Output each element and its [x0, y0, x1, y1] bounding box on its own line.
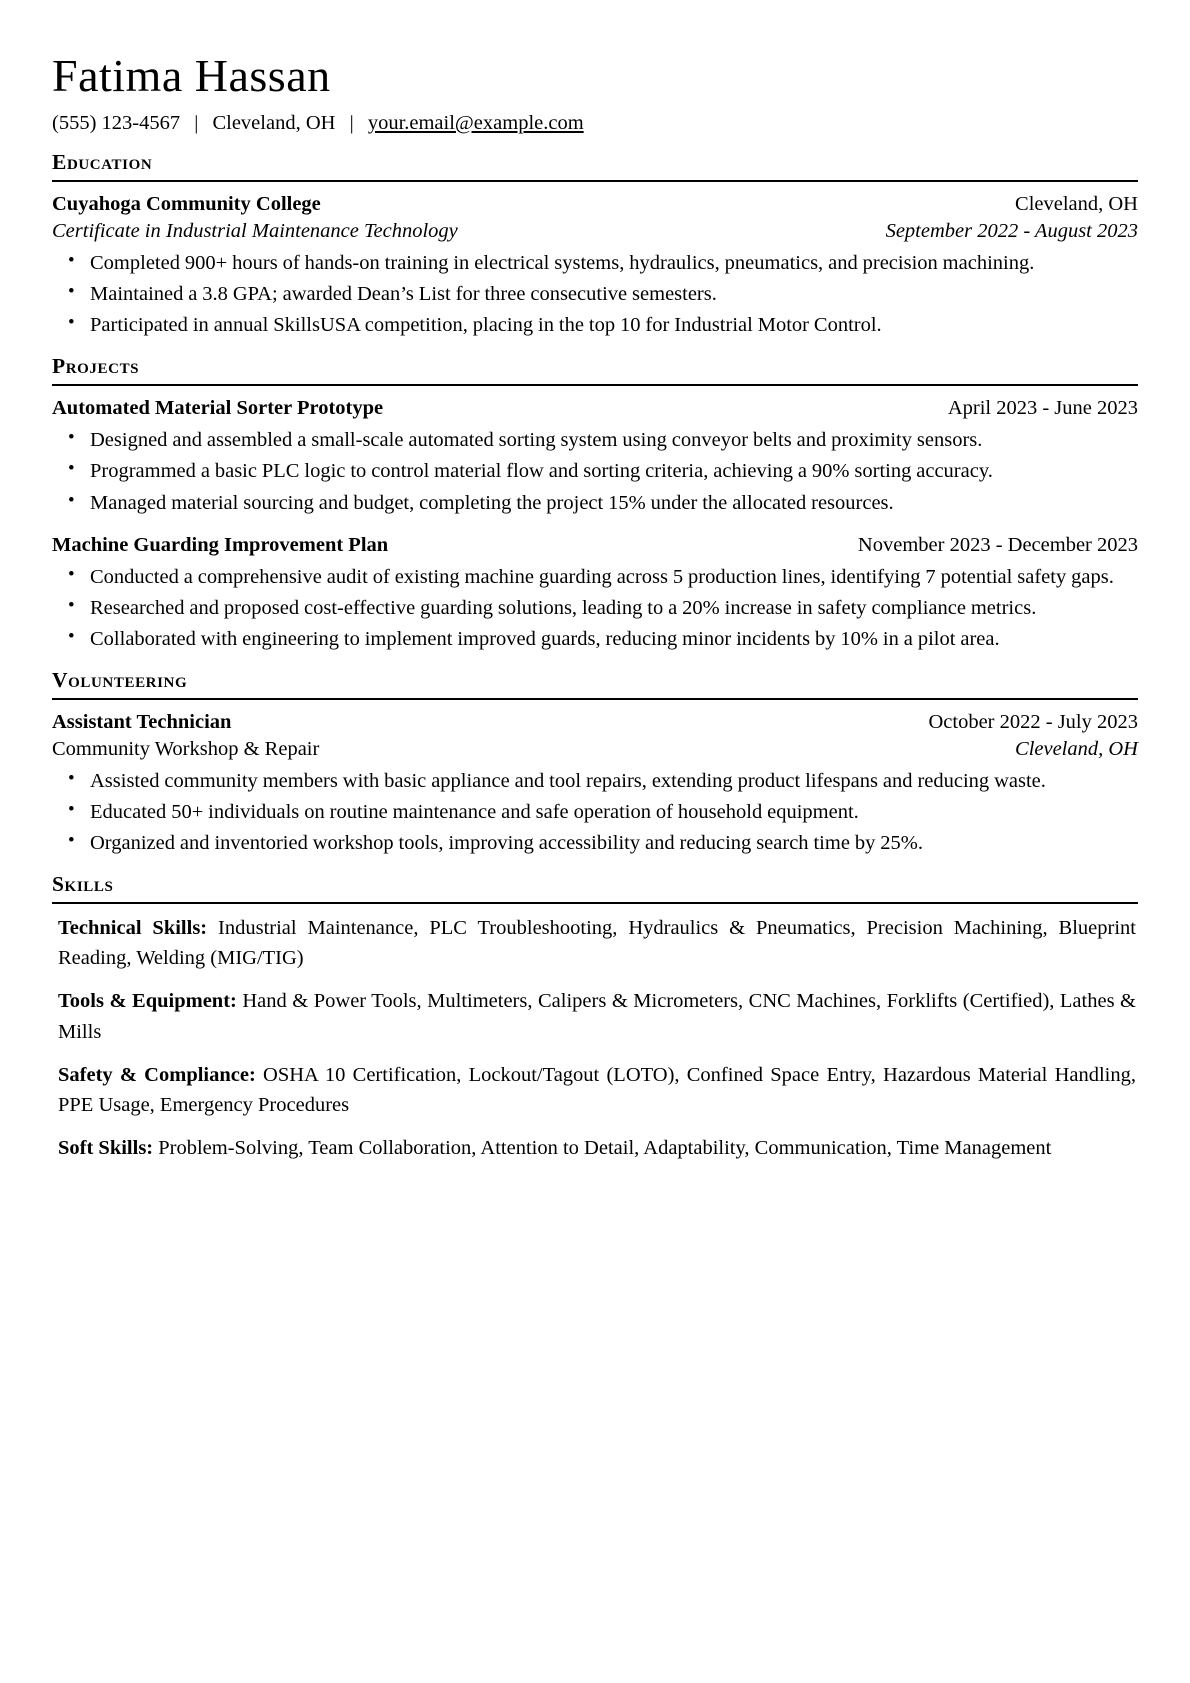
volunteering-bullet-list	[52, 766, 1138, 858]
section-title-education: Education	[52, 150, 153, 175]
skill-group-items: Hand & Power Tools, Multimeters, Calipers & Micrometers, CNC Machines, Forklifts (Certified), Lathes & Mills	[58, 990, 1136, 1043]
section-title-skills: Skills	[52, 872, 114, 897]
contact-separator: |	[194, 111, 199, 134]
list-item: • Collaborated with engineering to implement improved guards, reducing minor incidents by 10% in a pilot area.	[52, 624, 1138, 654]
volunteering-location: Cleveland, OH	[1015, 737, 1138, 760]
skill-group-label: Safety & Compliance:	[58, 1063, 256, 1086]
skill-group-items: OSHA 10 Certification, Lockout/Tagout (LOTO), Confined Space Entry, Hazardous Material Handling, PPE Usage, Emergency Procedures	[58, 1063, 1136, 1116]
skill-group-soft	[52, 1133, 1138, 1163]
education-entry	[52, 191, 1138, 340]
project-entry	[52, 395, 1138, 517]
education-location: Cleveland, OH	[1015, 192, 1138, 215]
contact-separator: |	[349, 111, 354, 134]
section-title-volunteering: Volunteering	[52, 668, 188, 693]
project-entry	[52, 532, 1138, 654]
skill-group-label: Tools & Equipment:	[58, 990, 237, 1013]
list-item: • Managed material sourcing and budget, completing the project 15% under the allocated resources.	[52, 488, 1138, 518]
skill-group-safety	[52, 1060, 1138, 1120]
list-item: • Completed 900+ hours of hands-on training in electrical systems, hydraulics, pneumatics, and precision machining.	[52, 248, 1138, 278]
education-bullet-list	[52, 248, 1138, 340]
skill-group-tools	[52, 986, 1138, 1046]
section-skills	[52, 872, 1138, 1163]
section-rule	[52, 902, 1138, 904]
volunteering-organization: Community Workshop & Repair	[52, 737, 320, 760]
education-institution: Cuyahoga Community College	[52, 192, 321, 215]
contact-line	[52, 110, 1138, 137]
skill-group-label: Technical Skills:	[58, 917, 208, 940]
section-rule	[52, 384, 1138, 386]
list-item: • Programmed a basic PLC logic to control material flow and sorting criteria, achieving a 90% sorting accuracy.	[52, 456, 1138, 486]
project-dates: November 2023 - December 2023	[857, 533, 1138, 556]
education-entry-line-2	[52, 218, 1138, 245]
education-dates: September 2022 - August 2023	[885, 220, 1138, 242]
list-item: • Designed and assembled a small-scale automated sorting system using conveyor belts and proximity sensors.	[52, 425, 1138, 455]
skill-group-items: Problem-Solving, Team Collaboration, Attention to Detail, Adaptability, Communication, Time Management	[158, 1136, 1052, 1159]
section-education	[52, 150, 1138, 340]
project-name: Machine Guarding Improvement Plan	[52, 533, 389, 556]
skill-group-items: Industrial Maintenance, PLC Troubleshooting, Hydraulics & Pneumatics, Precision Machining, Blueprint Reading, Welding (MIG/TIG)	[58, 917, 1136, 970]
section-title-projects: Projects	[52, 354, 140, 379]
education-degree: Certificate in Industrial Maintenance Technology	[52, 220, 458, 242]
project-bullet-list	[52, 425, 1138, 517]
section-projects	[52, 354, 1138, 654]
contact-location: Cleveland, OH	[212, 111, 336, 134]
list-item: • Educated 50+ individuals on routine maintenance and safe operation of household equipment.	[52, 797, 1138, 827]
volunteering-entry-line-1	[52, 709, 1138, 736]
section-volunteering	[52, 668, 1138, 858]
education-entry-line-1	[52, 191, 1138, 218]
project-dates: April 2023 - June 2023	[947, 397, 1138, 420]
list-item: • Participated in annual SkillsUSA competition, placing in the top 10 for Industrial Motor Control.	[52, 310, 1138, 340]
contact-email-link[interactable]: your.email@example.com	[367, 111, 584, 134]
project-entry-line-1	[52, 532, 1138, 559]
list-item: • Conducted a comprehensive audit of existing machine guarding across 5 production lines, identifying 7 potential safety gaps.	[52, 562, 1138, 592]
list-item: • Maintained a 3.8 GPA; awarded Dean’s List for three consecutive semesters.	[52, 279, 1138, 309]
volunteering-entry	[52, 709, 1138, 858]
contact-phone: (555) 123-4567	[52, 111, 181, 134]
volunteering-role: Assistant Technician	[52, 710, 232, 733]
section-rule	[52, 180, 1138, 182]
skill-group-technical	[52, 913, 1138, 973]
project-bullet-list	[52, 562, 1138, 654]
skill-group-label: Soft Skills:	[58, 1136, 154, 1159]
volunteering-dates: October 2022 - July 2023	[928, 710, 1138, 733]
volunteering-entry-line-2	[52, 736, 1138, 763]
project-entry-line-1	[52, 395, 1138, 422]
list-item: • Assisted community members with basic appliance and tool repairs, extending product lifespans and reducing waste.	[52, 766, 1138, 796]
candidate-name: Fatima Hassan	[52, 50, 331, 101]
list-item: • Researched and proposed cost-effective guarding solutions, leading to a 20% increase in safety compliance metrics.	[52, 593, 1138, 623]
project-name: Automated Material Sorter Prototype	[52, 397, 384, 420]
resume-header	[52, 50, 1138, 136]
list-item: • Organized and inventoried workshop tools, improving accessibility and reducing search time by 25%.	[52, 828, 1138, 858]
section-rule	[52, 698, 1138, 700]
